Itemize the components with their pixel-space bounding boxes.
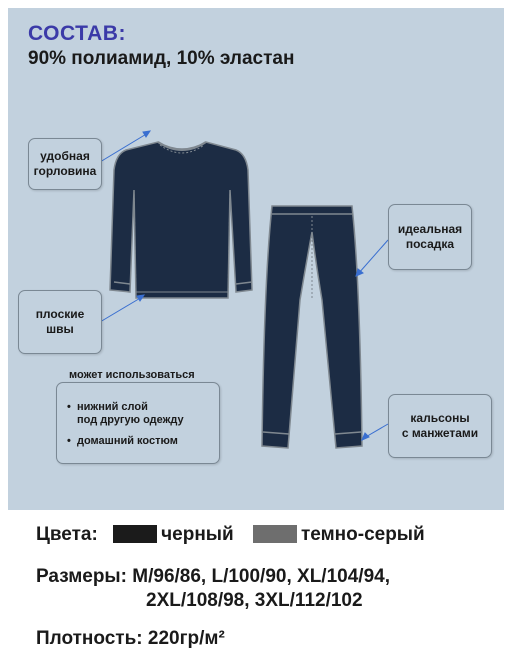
sizes-label: Размеры: — [36, 566, 127, 587]
callout-cuffs-label: кальсоны с манжетами — [401, 411, 479, 440]
callout-fit — [388, 204, 472, 270]
usage-item: • нижний слой под другую одежду — [67, 401, 184, 426]
usage-heading: может использоваться — [66, 369, 198, 381]
density-row — [36, 628, 225, 650]
sizes-row — [36, 566, 390, 588]
callout-neck — [28, 138, 102, 190]
swatch-dark-gray — [253, 525, 297, 543]
sizes-line-2: 2XL/108/98, 3XL/112/102 — [146, 590, 363, 611]
colors-row — [36, 524, 425, 546]
composition-value: 90% полиамид, 10% эластан — [28, 48, 295, 69]
color-dark-gray: темно-серый — [300, 524, 425, 545]
sizes-line-1: M/96/86, L/100/90, XL/104/94, — [132, 566, 390, 587]
usage-item: • домашний костюм — [67, 435, 178, 447]
sizes-row-2 — [146, 590, 363, 612]
thermal-top-icon — [110, 142, 252, 298]
colors-label: Цвета: — [36, 524, 98, 545]
callout-seams — [18, 290, 102, 354]
callout-seams-label: плоские швы — [35, 307, 85, 336]
composition-title: СОСТАВ: — [28, 22, 126, 45]
callout-neck-label: удобная горловина — [33, 149, 97, 178]
thermal-leggings-icon — [262, 206, 362, 448]
swatch-black — [113, 525, 157, 543]
density-value: 220гр/м² — [147, 628, 225, 649]
usage-box — [56, 382, 220, 464]
density-label: Плотность: — [36, 628, 143, 649]
callout-cuffs — [388, 394, 492, 458]
callout-fit-label: идеальная посадка — [397, 222, 463, 251]
color-black: черный — [161, 524, 234, 545]
